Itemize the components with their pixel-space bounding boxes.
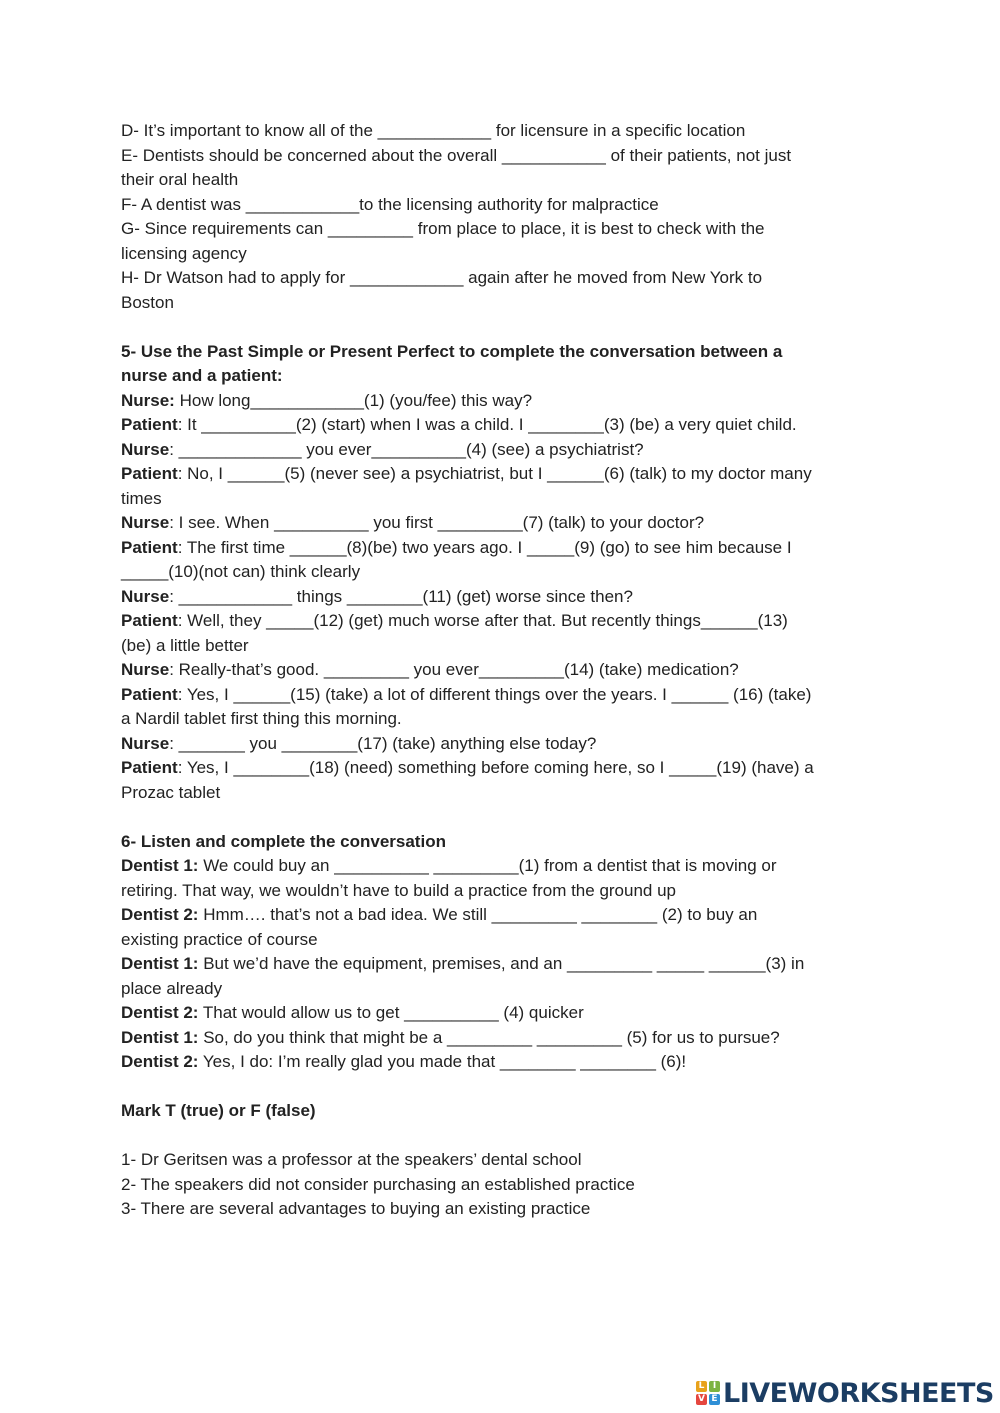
dialogue-text: But we’d have the equipment, premises, and an _________ _____ ______(3) in — [198, 954, 805, 973]
dialogue-line — [121, 683, 881, 708]
dialogue-text: times — [121, 488, 162, 508]
liveworksheets-logo-text: LIVEWORKSHEETS — [723, 1377, 994, 1409]
dialogue-line — [121, 1050, 881, 1075]
ex4-line: Boston — [121, 292, 174, 312]
dialogue-text: : _______ you ________(17) (take) anything else today? — [169, 733, 597, 753]
ex4-line: H- Dr Watson had to apply for ____________ again after he moved from New York to — [121, 268, 763, 287]
dialogue-line — [121, 1001, 881, 1026]
speaker-label: Dentist 1: — [121, 954, 199, 973]
dialogue-text: retiring. That way, we wouldn’t have to build a practice from the ground up — [121, 880, 677, 900]
speaker-label: Patient — [121, 684, 178, 704]
dialogue-line — [121, 903, 881, 928]
dialogue-line — [121, 438, 881, 463]
dialogue-text: Yes, I do: I’m really glad you made that ________ ________ (6)! — [198, 1052, 687, 1071]
dialogue-text: a Nardil tablet first thing this morning. — [121, 709, 402, 728]
dialogue-text: : Yes, I ______(15) (take) a lot of different things over the years. I ______ (16) (take) — [177, 684, 812, 704]
dialogue-text: : ____________ things ________(11) (get) worse since then? — [169, 586, 633, 606]
exercise-6 — [121, 830, 881, 1075]
dialogue-text: place already — [121, 978, 223, 998]
dialogue-text: Prozac tablet — [121, 782, 221, 802]
speaker-label: Dentist 2: — [121, 905, 199, 924]
dialogue-text: : Well, they _____(12) (get) much worse after that. But recently things______(13) — [177, 611, 788, 630]
exercise-5-heading: 5- Use the Past Simple or Present Perfect to complete the conversation between a — [121, 341, 783, 361]
speaker-label: Nurse — [121, 439, 170, 459]
ex4-line: D- It’s important to know all of the ____________ for licensure in a specific location — [121, 121, 746, 140]
dialogue-line — [121, 560, 881, 585]
dialogue-line — [121, 879, 881, 904]
dialogue-text: : It __________(2) (start) when I was a child. I ________(3) (be) a very quiet child. — [177, 415, 797, 434]
ex4-line: E- Dentists should be concerned about the overall ___________ of their patients, not just — [121, 145, 792, 165]
speaker-label: Patient — [121, 415, 178, 434]
tf-item: 2- The speakers did not consider purchasing an established practice — [121, 1174, 635, 1194]
dialogue-text: (be) a little better — [121, 635, 249, 655]
ex4-line: G- Since requirements can _________ from place to place, it is best to check with the — [121, 219, 765, 238]
logo-tile: I — [709, 1381, 720, 1392]
conversation-nurse-patient — [121, 389, 881, 806]
dialogue-line — [121, 536, 881, 561]
speaker-label: Dentist 1: — [121, 856, 199, 875]
dialogue-line — [121, 634, 881, 659]
logo-tile: E — [709, 1394, 720, 1405]
dialogue-line — [121, 609, 881, 634]
dialogue-line — [121, 952, 881, 977]
dialogue-line — [121, 1026, 881, 1051]
true-false-section — [121, 1099, 881, 1222]
speaker-label: Nurse — [121, 660, 170, 679]
dialogue-line — [121, 585, 881, 610]
ex4-line: F- A dentist was ____________to the licensing authority for malpractice — [121, 194, 659, 214]
exercise-6-heading: 6- Listen and complete the conversation — [121, 831, 446, 851]
speaker-label: Patient — [121, 464, 178, 483]
liveworksheets-logo — [696, 1376, 994, 1410]
speaker-label: Dentist 2: — [121, 1052, 199, 1071]
dialogue-line — [121, 511, 881, 536]
dialogue-line — [121, 389, 881, 414]
tf-item: 3- There are several advantages to buying an existing practice — [121, 1199, 591, 1218]
speaker-label: Nurse — [121, 586, 170, 606]
exercise-5-heading-cont: nurse and a patient: — [121, 366, 283, 385]
speaker-label: Nurse — [121, 733, 170, 753]
speaker-label: Nurse — [121, 513, 170, 532]
dialogue-line — [121, 854, 881, 879]
dialogue-text: How long____________(1) (you/fee) this way? — [174, 390, 533, 410]
tf-item: 1- Dr Geritsen was a professor at the speakers’ dental school — [121, 1150, 582, 1169]
dialogue-line — [121, 977, 881, 1002]
dialogue-text: : Yes, I ________(18) (need) something before coming here, so I _____(19) (have) a — [177, 758, 814, 777]
dialogue-line — [121, 487, 881, 512]
logo-tile: V — [696, 1394, 707, 1405]
dialogue-line — [121, 658, 881, 683]
dialogue-text: : Really-that’s good. _________ you ever_________(14) (take) medication? — [169, 660, 739, 679]
exercise-4-items — [121, 119, 881, 315]
dialogue-line — [121, 462, 881, 487]
dialogue-line — [121, 756, 881, 781]
logo-tile: L — [696, 1381, 707, 1392]
dialogue-text: : I see. When __________ you first _________(7) (talk) to your doctor? — [169, 513, 705, 532]
conversation-dentists — [121, 854, 881, 1075]
dialogue-text: Hmm…. that’s not a bad idea. We still _________ ________ (2) to buy an — [198, 905, 758, 924]
dialogue-text: : _____________ you ever__________(4) (see) a psychiatrist? — [169, 439, 644, 459]
liveworksheets-logo-icon — [696, 1381, 720, 1405]
ex4-line: licensing agency — [121, 243, 247, 263]
speaker-label: Dentist 2: — [121, 1003, 199, 1022]
speaker-label: Patient — [121, 758, 178, 777]
exercise-5 — [121, 340, 881, 806]
dialogue-line — [121, 707, 881, 732]
ex4-line: their oral health — [121, 170, 239, 189]
dialogue-text: : No, I ______(5) (never see) a psychiatrist, but I ______(6) (talk) to my doctor many — [177, 464, 812, 483]
dialogue-text: : The first time ______(8)(be) two years ago. I _____(9) (go) to see him because I — [177, 537, 792, 557]
dialogue-text: existing practice of course — [121, 929, 318, 949]
dialogue-line — [121, 413, 881, 438]
dialogue-line — [121, 928, 881, 953]
dialogue-text: So, do you think that might be a _________ _________ (5) for us to pursue? — [198, 1027, 780, 1047]
speaker-label: Nurse: — [121, 390, 175, 410]
dialogue-text: We could buy an __________ _________(1) from a dentist that is moving or — [198, 856, 777, 875]
speaker-label: Patient — [121, 611, 178, 630]
true-false-heading: Mark T (true) or F (false) — [121, 1101, 316, 1120]
dialogue-line — [121, 732, 881, 757]
dialogue-text: That would allow us to get __________ (4) quicker — [198, 1003, 584, 1022]
dialogue-text: _____(10)(not can) think clearly — [121, 562, 361, 581]
dialogue-line — [121, 781, 881, 806]
speaker-label: Patient — [121, 537, 178, 557]
speaker-label: Dentist 1: — [121, 1027, 199, 1047]
worksheet-page — [121, 119, 881, 1222]
